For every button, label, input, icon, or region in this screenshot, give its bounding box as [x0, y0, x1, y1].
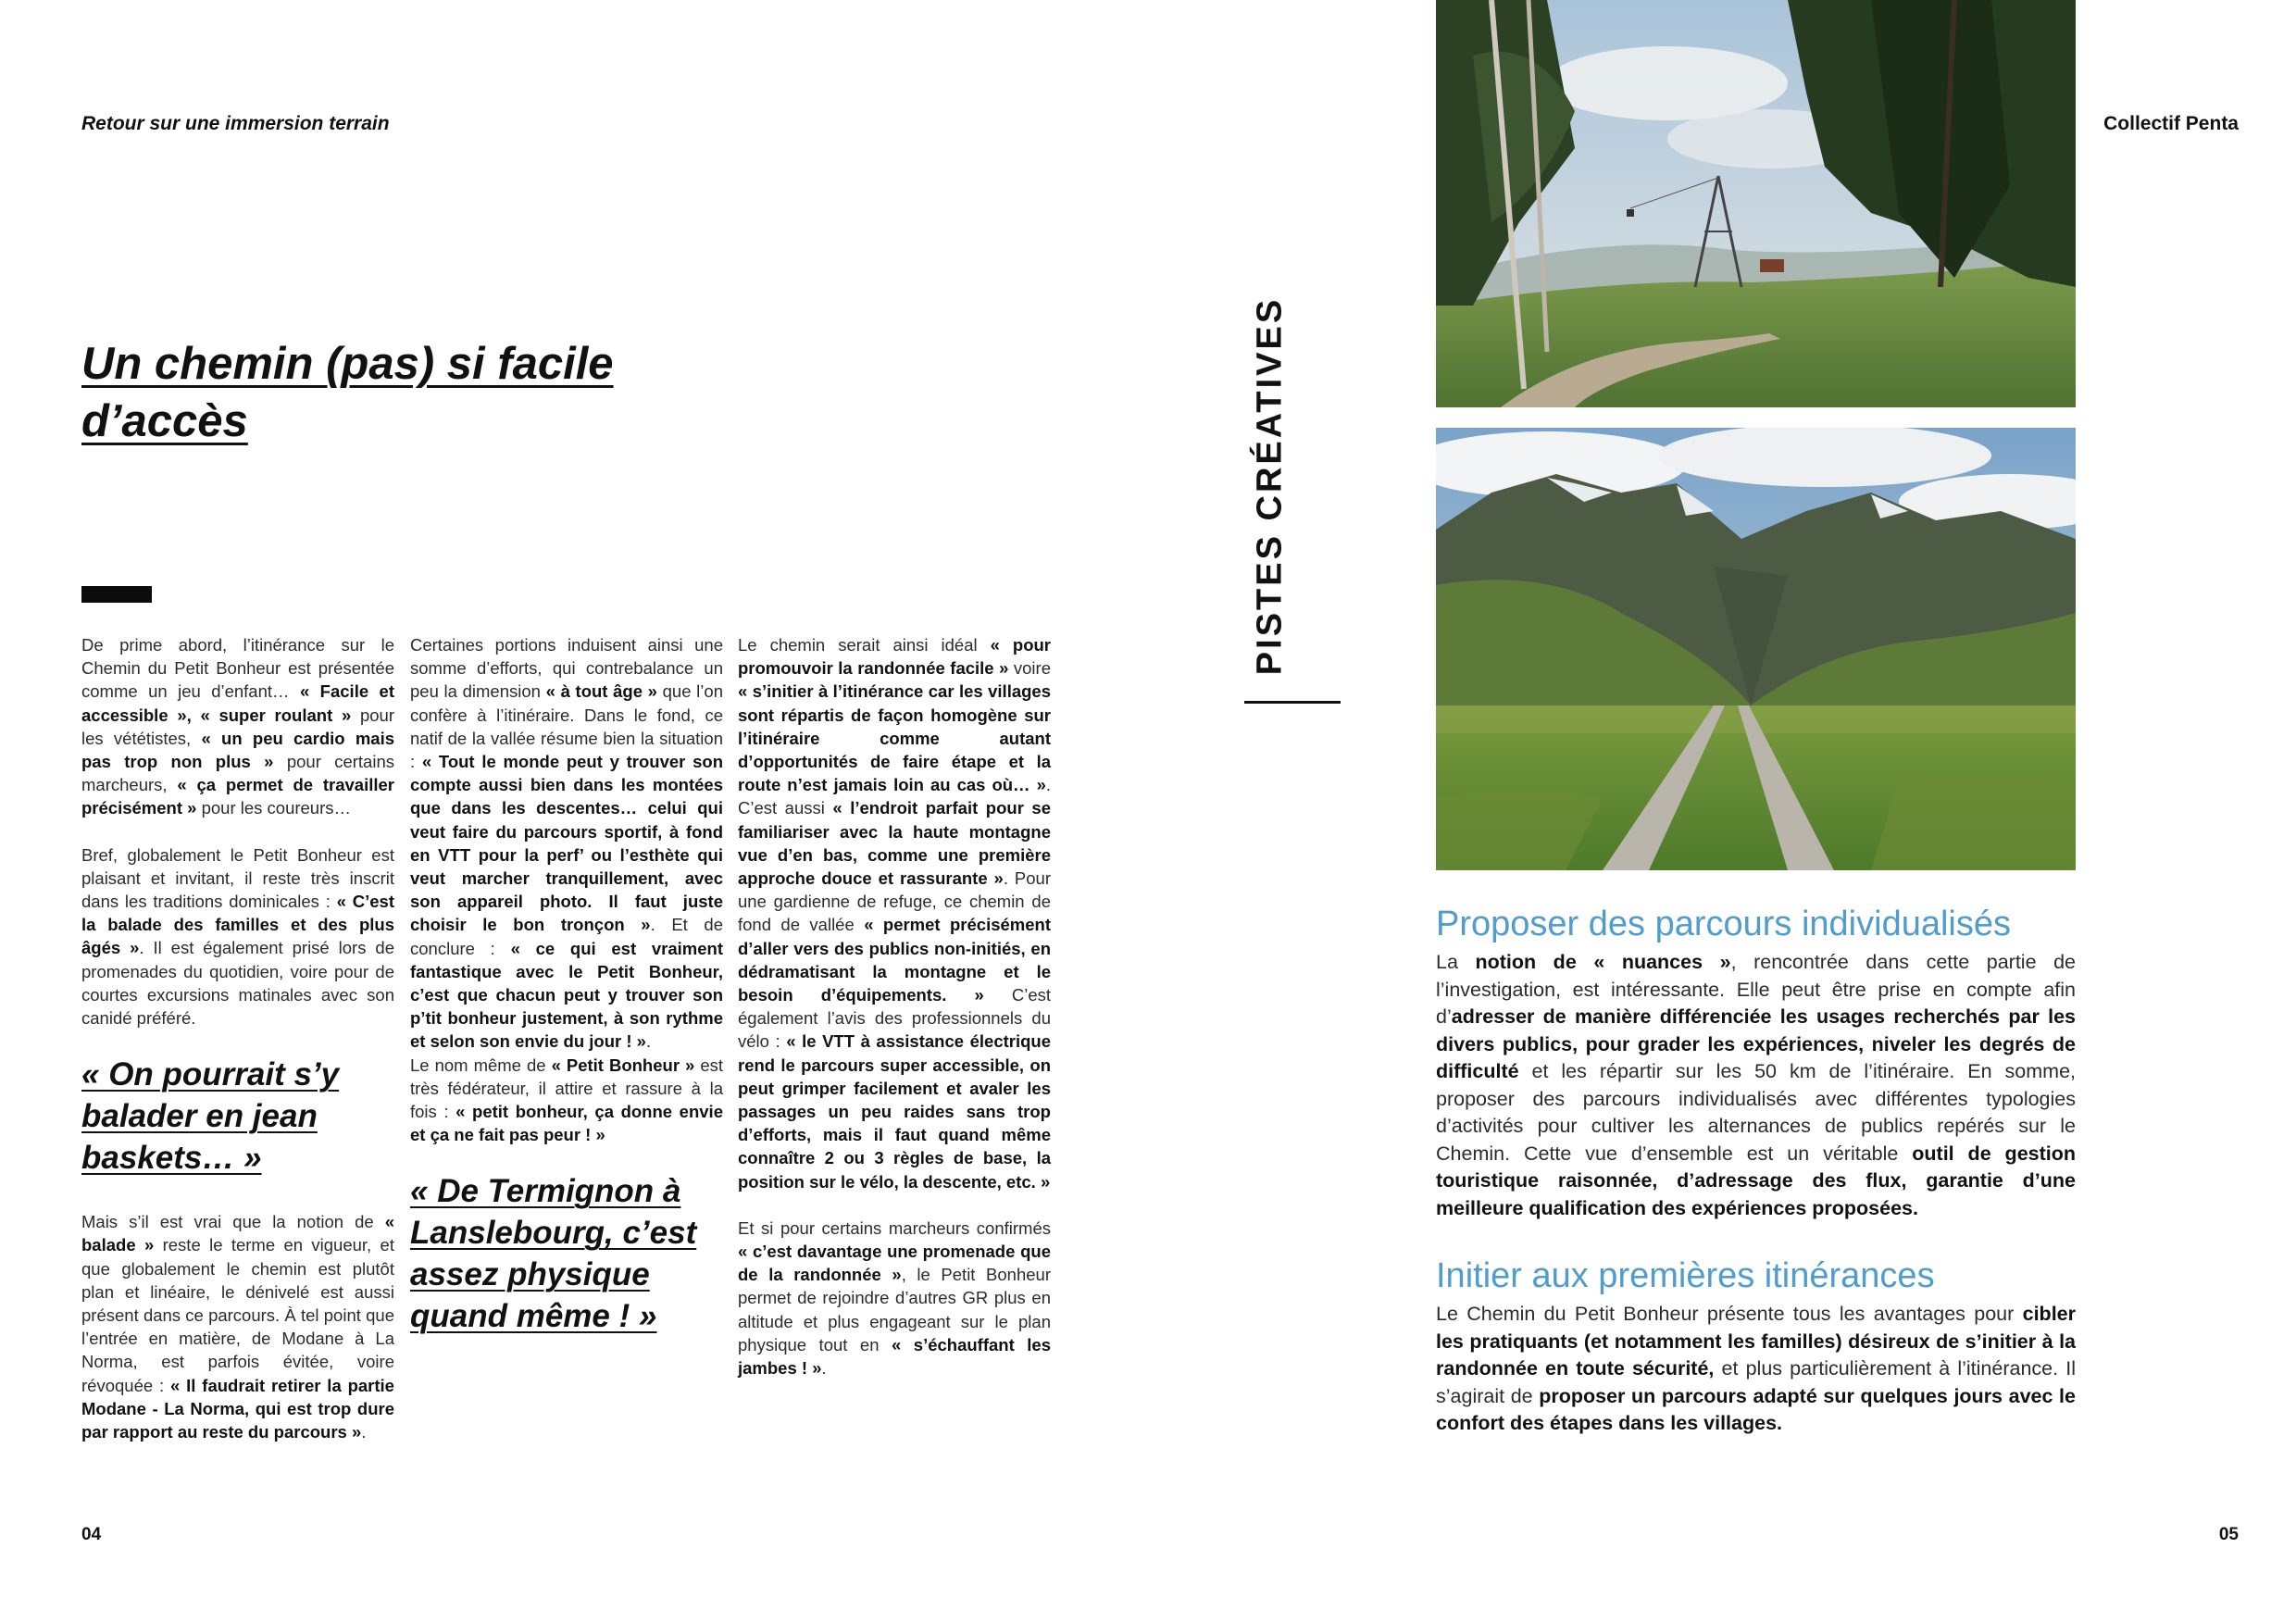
emphasis: adresser de manière différenciée les usages recherchés par les divers publics, pour grader les expériences, niveler les degrés de difficulté	[1436, 1005, 2076, 1082]
pull-quote: « On pourrait s’y balader en jean baskets… »	[81, 1056, 340, 1177]
emphasis: « Petit Bonheur »	[551, 1055, 695, 1075]
title-accent-bar	[81, 586, 152, 603]
text-column-3	[738, 633, 1051, 1380]
body-individual-routes: La notion de « nuances », rencontrée dans cette partie de l’investigation, est intéressante. Elle peut être prise en compte afin d’adresser de manière différenciée les usages recherchés par les divers publics, pour grader les expériences, niveler les degrés de difficulté et les répartir sur les 50 km de l’itinéraire. En somme, proposer des parcours individualisés avec différentes typologies d’activités pour cultiver les alternances de publics repérés sur le Chemin. Cette vue d’ensemble est un véritable outil de gestion touristique raisonnée, d’adressage des flux, garantie d’une meilleure qualification des expériences proposées.	[1436, 951, 2077, 1219]
emphasis: « balade »	[81, 1212, 394, 1255]
photo-forest-path	[1436, 0, 2076, 407]
section-label-rule	[1244, 701, 1341, 704]
emphasis: « ça permet de travailler précisément »	[81, 775, 395, 818]
subheading-first-itineraries: Initier aux premières itinérances	[1436, 1256, 1935, 1295]
running-header-right: Collectif Penta	[2103, 113, 2239, 134]
emphasis: cibler les pratiquants (et notamment les familles) désireux de s’initier à la randonnée en toute sécurité,	[1436, 1303, 2076, 1380]
paragraph: Le chemin serait ainsi idéal « pour promouvoir la randonnée facile » voire « s’initier à l’itinérance car les villages sont répartis de façon homogène sur l’itinéraire comme autant d’opportunités de faire étape et la route n’est jamais loin au cas où… ». C’est aussi « l’endroit parfait pour se familiariser avec la haute montagne vue d’en bas, comme une première approche douce et rassurante ». Pour une gardienne de refuge, ce chemin de fond de vallée « permet précisément d’aller vers des publics non-initiés, en dédramatisant la montagne et le besoin d’équipements. » C’est également l’avis des professionnels du vélo : « le VTT à assistance électrique rend le parcours super accessible, on peut grimper facilement et avaler les passages un peu raides sans trop d’efforts, mais il faut quand même connaître 2 ou 3 règles de base, la position sur le vélo, la descente, etc. »	[738, 635, 1052, 1192]
paragraph: Bref, globalement le Petit Bonheur est plaisant et invitant, il reste très inscrit dans les traditions dominicales : « C’est la balade des familles et des plus âgés ». Il est également prisé lors de promenades du quotidien, voire pour de courtes excursions matinales avec son canidé préféré.	[81, 844, 395, 1029]
emphasis: « Tout le monde peut y trouver son compte aussi bien dans les montées que dans les descentes… celui qui veut faire du parcours sportif, à fond en VTT pour la perf’ ou l’esthète qui veut marcher tranquillement, avec son appareil photo. Il faut juste choisir le bon tronçon »	[410, 752, 723, 935]
text-column-2	[410, 633, 723, 1368]
section-label	[1242, 296, 1298, 676]
emphasis: « l’endroit parfait pour se familiariser avec la haute montagne vue d’en bas, comme une première approche douce et rassurante »	[738, 798, 1051, 889]
emphasis: « Facile et accessible », « super roulant »	[81, 681, 395, 725]
page-number-right: 05	[2218, 1525, 2239, 1544]
article-title	[81, 335, 614, 450]
page-number-left: 04	[81, 1525, 102, 1544]
paragraph: Et si pour certains marcheurs confirmés « c’est davantage une promenade que de la randonnée », le Petit Bonheur permet de rejoindre d’autres GR plus en altitude et plus engageant sur le plan physique tout en « s’échauffant les jambes ! ».	[738, 1217, 1051, 1379]
section-label-text: PISTES CRÉATIVES	[1250, 296, 1290, 676]
forest-path-image	[1436, 0, 2076, 407]
pull-quote: « De Termignon à Lanslebourg, c’est assez physique quand même ! »	[410, 1173, 697, 1335]
emphasis: proposer un parcours adapté sur quelques jours avec le confort des étapes dans les villages.	[1436, 1384, 2076, 1434]
emphasis: « petit bonheur, ça donne envie et ça ne fait pas peur ! »	[410, 1102, 723, 1145]
paragraph: Le nom même de « Petit Bonheur » est très fédérateur, il attire et rassure à la fois : « petit bonheur, ça donne envie et ça ne fait pas peur ! »	[410, 1055, 723, 1145]
emphasis: « s’échauffant les jambes ! »	[738, 1334, 1051, 1379]
emphasis: « pour promouvoir la randonnée facile »	[738, 635, 1052, 679]
emphasis: « le VTT à assistance électrique rend le parcours super accessible, on peut grimper facilement et avaler les passages un peu raides sans trop d’efforts, mais il faut quand même connaître 2 ou 3 règles de base, la position sur le vélo, la descente, etc. »	[738, 1031, 1052, 1192]
photo-mountain-valley	[1436, 428, 2076, 870]
text-column-1	[81, 633, 394, 1443]
emphasis: « un peu cardio mais pas trop non plus »	[81, 728, 394, 772]
emphasis: « c’est davantage une promenade que de la randonnée »	[738, 1242, 1051, 1285]
emphasis: « à tout âge »	[545, 681, 657, 702]
article-title-line1: Un chemin (pas) si facile	[81, 339, 614, 389]
mountain-valley-image	[1436, 428, 2076, 870]
emphasis: « permet précisément d’aller vers des publics non-initiés, en dédramatisant la montagne et le besoin d’équipements. »	[738, 915, 1051, 1005]
emphasis: outil de gestion touristique raisonnée, d’adressage des flux, garantie d’une meilleure qualification des expériences proposées.	[1436, 1142, 2077, 1219]
emphasis: « s’initier à l’itinérance car les villages sont répartis de façon homogène sur l’itinéraire comme autant d’opportunités de faire étape et la route n’est jamais loin au cas où… »	[738, 681, 1051, 795]
article-title-line2: d’accès	[81, 396, 248, 446]
subheading-individual-routes: Proposer des parcours individualisés	[1436, 905, 2011, 943]
emphasis: « ce qui est vraiment fantastique avec le Petit Bonheur, c’est que chacun peut y trouver son p’tit bonheur justement, à son rythme et selon son envie du jour ! »	[410, 938, 723, 1052]
emphasis: « Il faudrait retirer la partie Modane - La Norma, qui est trop dure par rapport au reste du parcours »	[81, 1375, 394, 1442]
emphasis: notion de « nuances »	[1475, 951, 1731, 973]
running-header-left: Retour sur une immersion terrain	[81, 113, 390, 134]
paragraph: De prime abord, l’itinérance sur le Chemin du Petit Bonheur est présentée comme un jeu d’enfant… « Facile et accessible », « super roulant » pour les vététistes, « un peu cardio mais pas trop non plus » pour certains marcheurs, « ça permet de travailler précisément » pour les coureurs…	[81, 635, 395, 818]
paragraph: Certaines portions induisent ainsi une somme d’efforts, qui contrebalance un peu la dimension « à tout âge » que l’on confère à l’itinéraire. Dans le fond, ce natif de la vallée résume bien la situation : « Tout le monde peut y trouver son compte aussi bien dans les montées que dans les descentes… celui qui veut faire du parcours sportif, à fond en VTT pour la perf’ ou l’esthète qui veut marcher tranquillement, avec son appareil photo. Il faut juste choisir le bon tronçon ». Et de conclure : « ce qui est vraiment fantastique avec le Petit Bonheur, c’est que chacun peut y trouver son p’tit bonheur justement, à son rythme et selon son envie du jour ! ».	[410, 635, 723, 1052]
paragraph: Mais s’il est vrai que la notion de « balade » reste le terme en vigueur, et que globalement le chemin est plutôt plan et linéaire, le dénivelé est aussi présent dans ce parcours. À tel point que l’entrée en matière, de Modane à La Norma, est parfois évitée, voire révoquée : « Il faudrait retirer la partie Modane - La Norma, qui est trop dure par rapport au reste du parcours ».	[81, 1212, 394, 1442]
body-first-itineraries: Le Chemin du Petit Bonheur présente tous les avantages pour cibler les pratiquants (et notamment les familles) désireux de s’initier à la randonnée en toute sécurité, et plus particulièrement à l’itinérance. Il s’agirait de proposer un parcours adapté sur quelques jours avec le confort des étapes dans les villages.	[1436, 1303, 2076, 1434]
emphasis: « C’est la balade des familles et des plus âgés »	[81, 892, 395, 958]
